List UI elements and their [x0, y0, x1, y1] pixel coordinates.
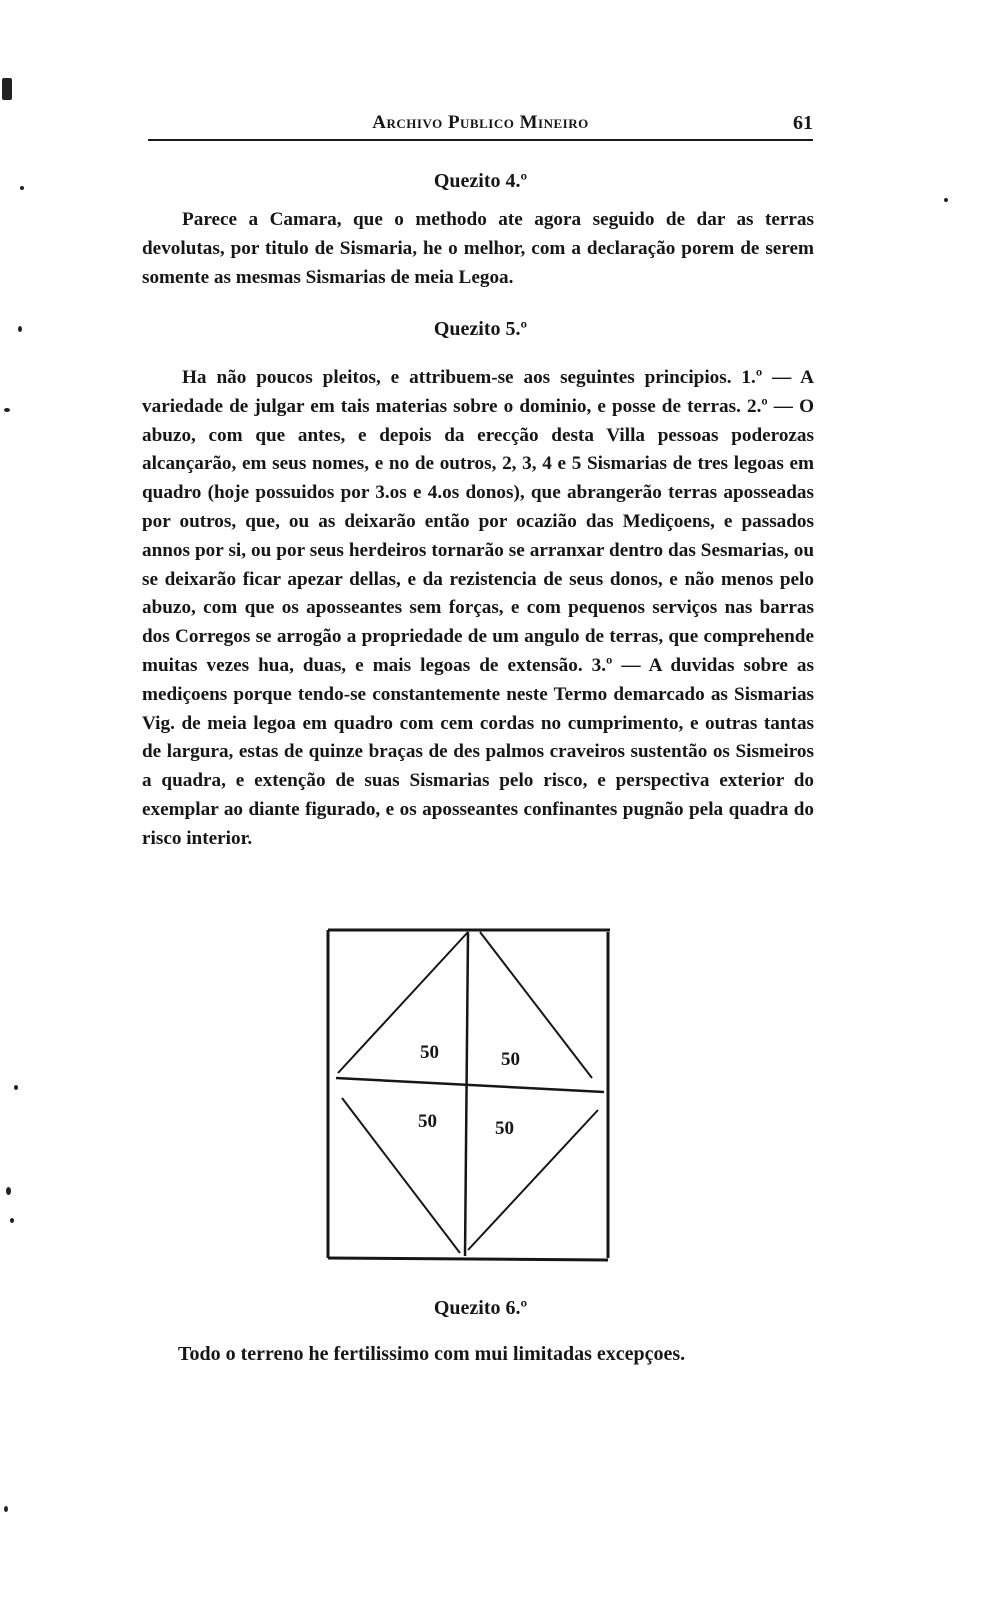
diagram-label: 50 [501, 1049, 520, 1070]
sesmaria-diagram [320, 928, 620, 1268]
diagram-diagonal [342, 1098, 460, 1253]
diagram-horizontal-divider [336, 1078, 604, 1092]
diagram-label: 50 [495, 1118, 514, 1139]
scan-speck [6, 1187, 11, 1195]
scan-speck [4, 1506, 8, 1512]
scan-speck [4, 408, 10, 412]
diagram-label: 50 [420, 1042, 439, 1063]
page-header [148, 112, 813, 138]
diagram-svg [320, 928, 620, 1268]
diagram-label: 50 [418, 1111, 437, 1132]
heading-quezito-5: Quezito 5.º [433, 318, 528, 340]
header-rule [148, 139, 813, 141]
scan-speck [944, 198, 948, 202]
scan-speck [10, 1218, 14, 1223]
paragraph-quezito-5: Ha não poucos pleitos, e attribuem-se aos seguintes principios. 1.º — A variedade de julgar em tais materias sobre o dominio, e posse de terras. 2.º — O abuzo, com que antes, e depois da erecção desta Villa pessoas poderozas alcançarão, em seus nomes, e no de outros, 2, 3, 4 e 5 Sismarias de tres legoas em quadro (hoje possuidos por 3.os e 4.os donos), que abrangerão terras aposseadas por outros, que, ou as deixarão então por ocazião das Mediçoens, e passados annos por si, ou por seus herdeiros tornarão se arranxar dentro das Sesmarias, ou se deixarão ficar apezar dellas, e da rezistencia de seus donos, e não menos pelo abuzo, com que os aposseantes sem forças, e com pequenos serviços nas barras dos Corregos se arrogão a propriedade de um angulo de terras, que comprehende muitas vezes hua, duas, e mais legoas de extensão. 3.º — A duvidas sobre as mediçoens porque tendo-se constantemente neste Termo demarcado as Sismarias Vig. de meia legoa em quadro com cem cordas no cumprimento, e outras tantas de largura, estas de quinze braças de des palmos craveiros sustentão os Sismeiros a quadra, e extenção de suas Sismarias pelo risco, e perspectiva exterior do exemplar ao diante figurado, e os aposseantes confinantes pugnão pela quadra do risco interior. [142, 367, 814, 849]
scan-speck [2, 78, 12, 100]
paragraph-quezito-6: Todo o terreno he fertilissimo com mui limitadas excepçoes. [178, 1343, 686, 1365]
heading-quezito-4: Quezito 4.º [433, 170, 528, 192]
heading-quezito-6: Quezito 6.º [433, 1297, 528, 1319]
diagram-diagonal [480, 932, 592, 1078]
diagram-diagonal [468, 1110, 598, 1250]
running-title: Archivo Publico Mineiro [372, 112, 589, 133]
scan-speck [20, 186, 24, 190]
diagram-vertical-divider [465, 932, 468, 1256]
scan-speck [18, 326, 22, 332]
scan-speck [14, 1085, 18, 1090]
diagram-diagonal [338, 932, 468, 1073]
diagram-bottom-edge [328, 1258, 608, 1260]
page-number: 61 [793, 112, 813, 134]
paragraph-quezito-4: Parece a Camara, que o methodo ate agora seguido de dar as terras devolutas, por titulo de Sismaria, he o melhor, com a declaração porem de serem somente as mesmas Sismarias de meia Legoa. [142, 209, 814, 288]
